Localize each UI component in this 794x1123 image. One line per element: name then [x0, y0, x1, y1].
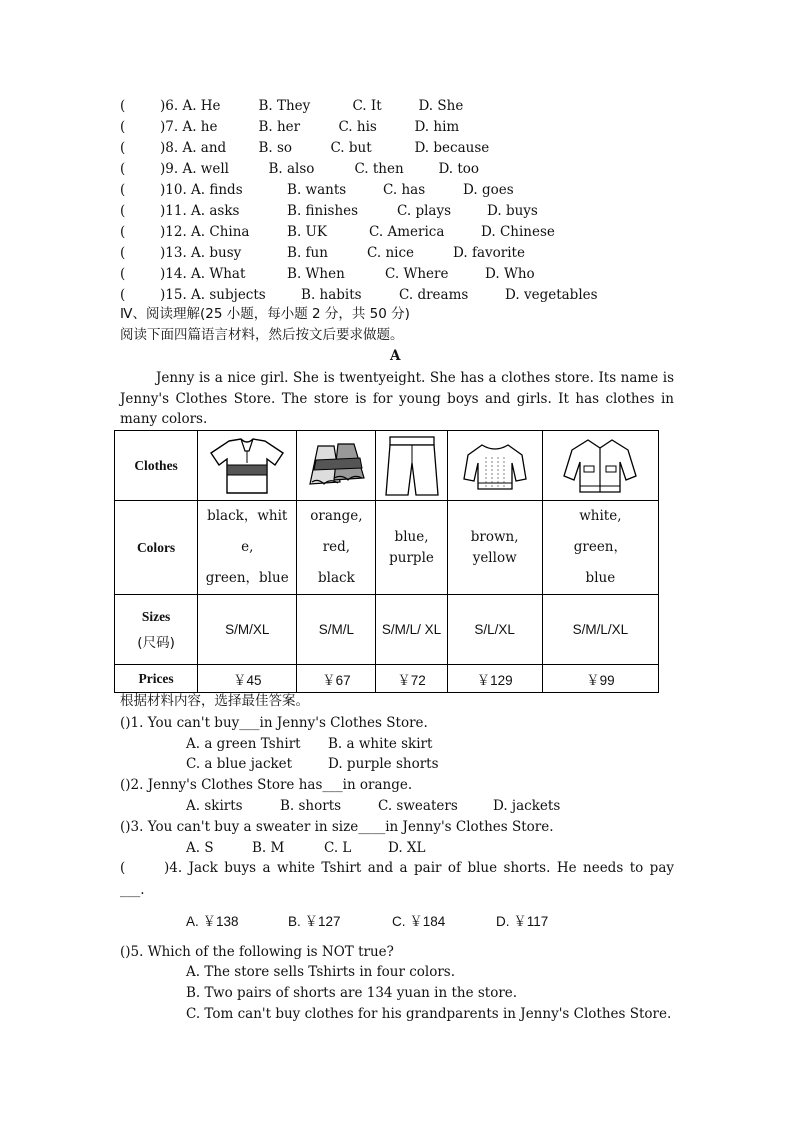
cloze-item	[120, 222, 555, 242]
choose-instruction: 根据材料内容，选择最佳答案。	[120, 693, 309, 709]
cloze-option: D. because	[414, 140, 490, 156]
cloze-option: A. asks	[191, 203, 240, 219]
cloze-option: C. America	[369, 224, 445, 240]
question-5: ()5. Which of the following is NOT true?	[120, 944, 394, 960]
sizes-cell: S/M/XL	[198, 595, 297, 665]
cloze-number: )6.	[160, 98, 183, 114]
cloze-option: B. fun	[287, 245, 328, 261]
cloze-option: B. finishes	[287, 203, 359, 219]
tshirt-icon	[198, 431, 297, 501]
color-value: orange,	[310, 508, 363, 524]
cloze-option: B. wants	[287, 182, 347, 198]
answer-blank: (	[120, 203, 126, 219]
answer-blank: (	[120, 266, 126, 282]
sweater-icon	[447, 431, 542, 501]
q3-options: A. S B. M C. L D. XL	[186, 840, 426, 856]
cloze-option: B. They	[258, 98, 311, 114]
sizes-value: S/M/L/ XL	[381, 621, 442, 637]
cloze-option: C. his	[338, 119, 377, 135]
q5-option-a: A. The store sells Tshirts in four colors.	[186, 964, 456, 980]
section-title: Ⅳ、阅读理解(25 小题，每小题 2 分，共 50 分)	[120, 306, 410, 322]
prices-header: Prices	[115, 665, 198, 693]
colors-cell	[198, 501, 297, 595]
cloze-option: D. She	[418, 98, 464, 114]
sizes-header	[115, 595, 198, 665]
price-cell: ￥72	[376, 665, 447, 693]
cloze-item	[120, 117, 474, 137]
jacket-icon	[542, 431, 658, 501]
question-4: ( )4. Jack buys a white Tshirt and a pair of blue shorts. He needs to pay	[120, 860, 674, 876]
cloze-option: A. well	[182, 161, 229, 177]
skirts-icon	[297, 431, 376, 501]
answer-blank: (	[120, 140, 126, 156]
sizes-cell: S/M/L/XL	[542, 595, 658, 665]
colors-cell	[297, 501, 376, 595]
price-cell: ￥45	[198, 665, 297, 693]
cloze-number: )10.	[160, 182, 192, 198]
cloze-option: D. Who	[485, 266, 535, 282]
instruction: 阅读下面四篇语言材料，然后按文后要求做题。	[120, 327, 404, 343]
cloze-option: A. busy	[191, 245, 242, 261]
cloze-item	[120, 96, 478, 116]
cloze-option: D. too	[438, 161, 480, 177]
cloze-item	[120, 138, 490, 158]
answer-blank: (	[120, 182, 126, 198]
cloze-number: )12.	[160, 224, 192, 240]
color-value: yellow	[472, 549, 517, 566]
answer-blank: (	[120, 98, 126, 114]
answer-blank: (	[120, 161, 126, 177]
cloze-option: D. Chinese	[481, 224, 555, 240]
cloze-number: )9.	[160, 161, 183, 177]
answer-blank: (	[120, 287, 126, 303]
cloze-option: C. nice	[367, 245, 415, 261]
colors-cell	[542, 501, 658, 595]
sizes-cell: S/L/XL	[447, 595, 542, 665]
color-value: black	[318, 570, 355, 586]
color-value: white,	[579, 508, 622, 524]
color-value: brown,	[470, 528, 519, 545]
cloze-option: C. Where	[385, 266, 449, 282]
clothes-header: Clothes	[115, 431, 198, 501]
cloze-option: C. plays	[397, 203, 452, 219]
cloze-number: )8.	[160, 140, 183, 156]
clothes-row	[115, 431, 659, 501]
question-1: ()1. You can't buy___in Jenny's Clothes Store.	[120, 715, 428, 731]
cloze-option: C. It	[352, 98, 382, 114]
colors-cell	[376, 501, 447, 595]
cloze-item	[120, 201, 547, 221]
cloze-option: B. so	[258, 140, 293, 156]
q1-options-row2: C. a blue jacket D. purple shorts	[186, 756, 439, 772]
cloze-number: )15.	[160, 287, 192, 303]
cloze-option: B. When	[287, 266, 345, 282]
colors-cell	[447, 501, 542, 595]
question-4-cont: ___.	[120, 882, 145, 898]
price-cell: ￥99	[542, 665, 658, 693]
color-value: black，whit	[207, 508, 288, 524]
cloze-option: D. favorite	[453, 245, 525, 261]
color-value: red,	[322, 539, 351, 555]
cloze-option: A. China	[191, 224, 250, 240]
cloze-option: D. him	[414, 119, 460, 135]
passage-text: Jenny is a nice girl. She is twentyeight. She has a clothes store. Its name is Jenny's Clothes Store. The store is for young boys and girls. It has clothes in many colors.	[120, 370, 674, 427]
color-value: green，	[573, 539, 628, 555]
cloze-option: A. What	[191, 266, 246, 282]
question-3: ()3. You can't buy a sweater in size____in Jenny's Clothes Store.	[120, 819, 554, 835]
cloze-option: B. habits	[301, 287, 362, 303]
color-value: green，blue	[205, 570, 289, 586]
colors-row	[115, 501, 659, 595]
sizes-label: Sizes	[141, 608, 171, 624]
cloze-option: A. subjects	[191, 287, 266, 303]
q4-options: A. ￥138 B. ￥127 C. ￥184 D. ￥117	[186, 914, 549, 929]
sizes-cell	[376, 595, 447, 665]
cloze-number: )11.	[160, 203, 192, 219]
cloze-option: B. her	[258, 119, 301, 135]
answer-blank: (	[120, 119, 126, 135]
cloze-option: A. and	[182, 140, 227, 156]
cloze-option: A. He	[182, 98, 221, 114]
cloze-option: A. he	[182, 119, 218, 135]
cloze-option: C. has	[383, 182, 426, 198]
q2-options: A. skirts B. shorts C. sweaters D. jackets	[186, 798, 561, 814]
answer-blank: (	[120, 224, 126, 240]
cloze-number: )7.	[160, 119, 183, 135]
color-value: blue	[585, 570, 616, 586]
sizes-cell: S/M/L	[297, 595, 376, 665]
q5-option-b: B. Two pairs of shorts are 134 yuan in the store.	[186, 985, 518, 1001]
cloze-item	[120, 180, 523, 200]
cloze-option: C. then	[354, 161, 404, 177]
sizes-row	[115, 595, 659, 665]
cloze-option: A. finds	[191, 182, 243, 198]
answer-blank: (	[120, 245, 126, 261]
cloze-option: B. UK	[287, 224, 327, 240]
cloze-item	[120, 285, 598, 305]
color-value: blue,	[394, 528, 429, 545]
cloze-option: B. also	[268, 161, 315, 177]
q1-options-row1: A. a green Tshirt B. a white skirt	[186, 736, 433, 752]
passage-label: A	[390, 348, 401, 364]
cloze-option: D. vegetables	[505, 287, 598, 303]
prices-row	[115, 665, 659, 693]
question-2: ()2. Jenny's Clothes Store has___in orange.	[120, 777, 413, 793]
sizes-label-cn: (尺码)	[137, 634, 175, 651]
cloze-item	[120, 243, 525, 263]
cloze-item	[120, 264, 545, 284]
cloze-option: C. but	[330, 140, 372, 156]
cloze-number: )13.	[160, 245, 192, 261]
cloze-option: D. buys	[487, 203, 538, 219]
cloze-option: D. goes	[463, 182, 514, 198]
cloze-item	[120, 159, 498, 179]
cloze-number: )14.	[160, 266, 192, 282]
cloze-option: C. dreams	[399, 287, 469, 303]
colors-header: Colors	[115, 501, 198, 595]
shorts-icon	[376, 431, 447, 501]
price-cell: ￥129	[447, 665, 542, 693]
q5-option-c: C. Tom can't buy clothes for his grandparents in Jenny's Clothes Store.	[186, 1006, 672, 1022]
price-cell: ￥67	[297, 665, 376, 693]
color-value: e,	[241, 539, 254, 555]
color-value: purple	[389, 549, 434, 566]
clothes-table	[114, 430, 659, 693]
